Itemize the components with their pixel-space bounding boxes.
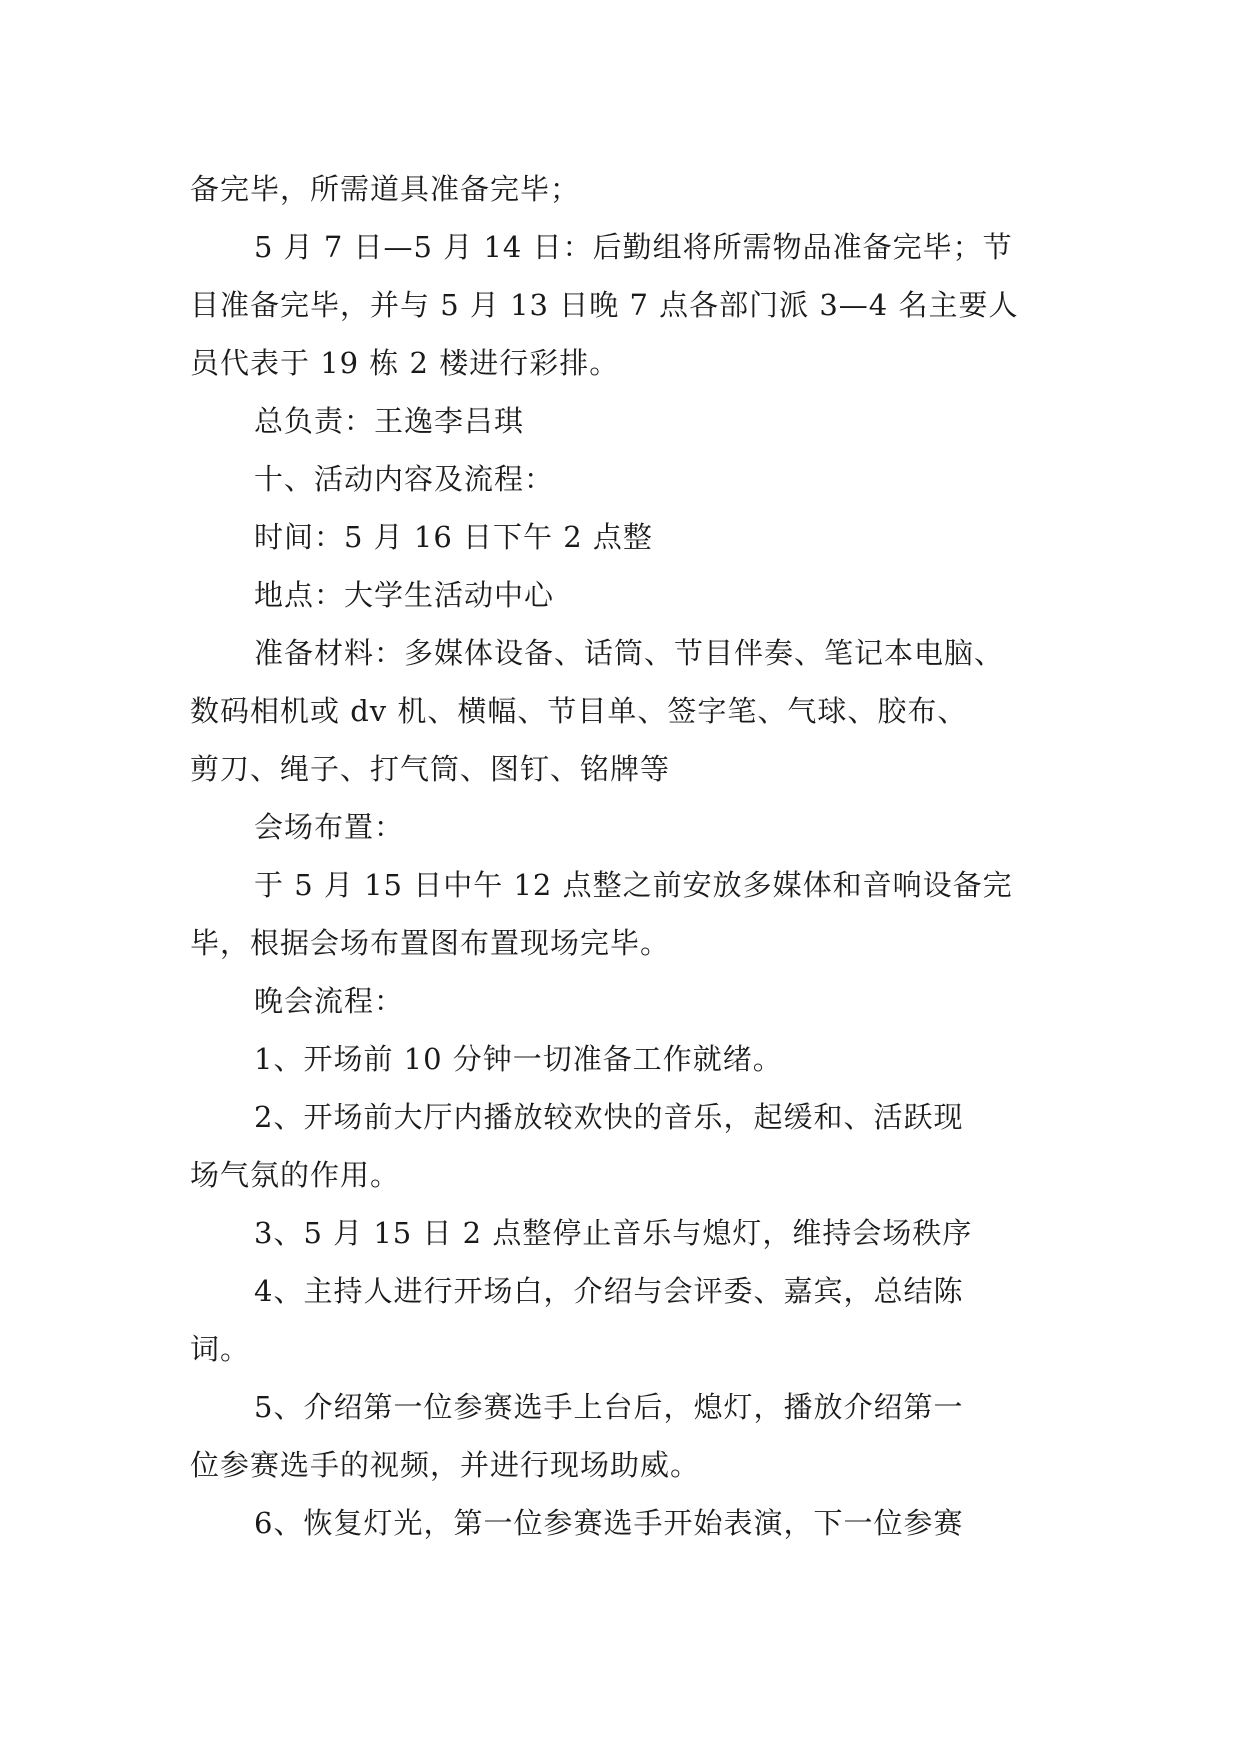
text-line: 2、开场前大厅内播放较欢快的音乐，起缓和、活跃现	[254, 1100, 964, 1134]
text-line: 词。	[190, 1332, 251, 1366]
text-line: 时间：5 月 16 日下午 2 点整	[254, 520, 653, 554]
text-line: 准备材料：多媒体设备、话筒、节目伴奏、笔记本电脑、	[254, 636, 1005, 670]
text-line: 十、活动内容及流程：	[254, 462, 555, 496]
text-line: 数码相机或 dv 机、横幅、节目单、签字笔、气球、胶布、	[190, 694, 968, 728]
text-line: 6、恢复灯光，第一位参赛选手开始表演，下一位参赛	[254, 1506, 964, 1540]
text-line: 备完毕，所需道具准备完毕；	[190, 172, 581, 206]
text-line: 场气氛的作用。	[190, 1158, 401, 1192]
document-body	[190, 160, 1050, 1552]
text-line: 于 5 月 15 日中午 12 点整之前安放多媒体和音响设备完	[254, 868, 1013, 902]
text-line: 3、5 月 15 日 2 点整停止音乐与熄灯，维持会场秩序	[254, 1216, 973, 1250]
text-line: 员代表于 19 栋 2 楼进行彩排。	[190, 346, 620, 380]
text-line: 4、主持人进行开场白，介绍与会评委、嘉宾，总结陈	[254, 1274, 964, 1308]
text-line: 位参赛选手的视频，并进行现场助威。	[190, 1448, 701, 1482]
text-line: 地点：大学生活动中心	[254, 578, 555, 612]
text-line: 1、开场前 10 分钟一切准备工作就绪。	[254, 1042, 783, 1076]
text-line: 毕，根据会场布置图布置现场完毕。	[190, 926, 671, 960]
text-line: 会场布置：	[254, 810, 405, 844]
text-line: 总负责：王逸李吕琪	[254, 404, 525, 438]
text-line: 目准备完毕，并与 5 月 13 日晚 7 点各部门派 3—4 名主要人	[190, 288, 1019, 322]
text-line: 5、介绍第一位参赛选手上台后，熄灯，播放介绍第一	[254, 1390, 964, 1424]
text-line: 晚会流程：	[254, 984, 405, 1018]
text-line: 剪刀、绳子、打气筒、图钉、铭牌等	[190, 752, 671, 786]
text-line: 5 月 7 日—5 月 14 日：后勤组将所需物品准备完毕；节	[254, 230, 1013, 264]
